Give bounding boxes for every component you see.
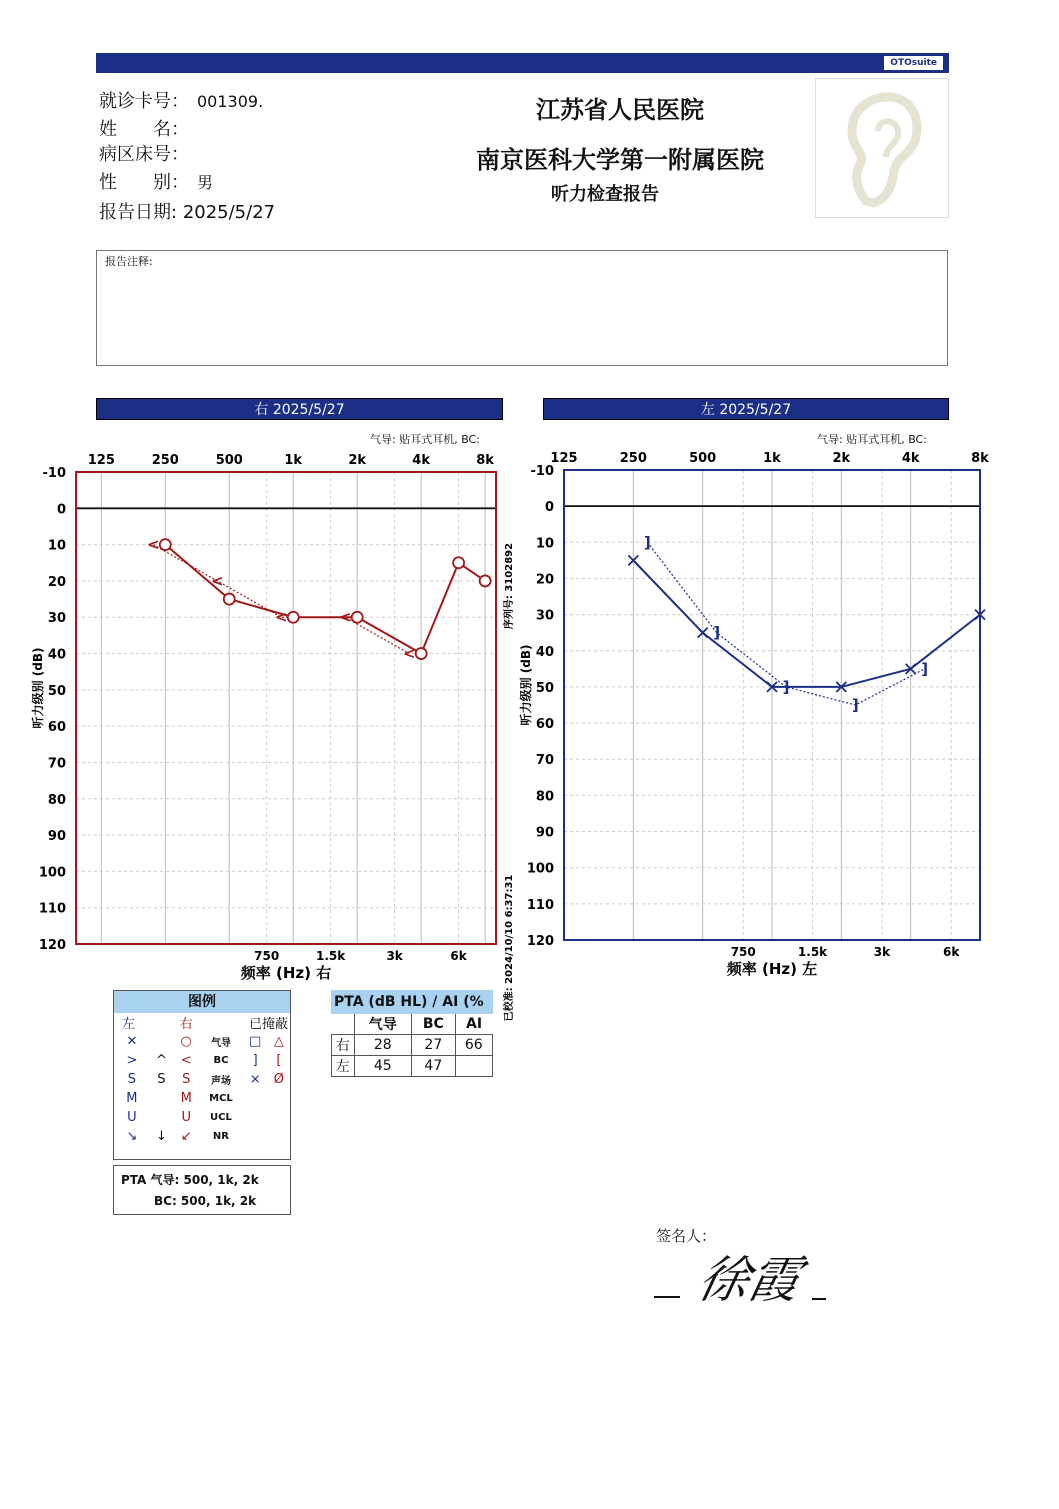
x-bottom-tick-label: 3k <box>386 949 403 963</box>
x-bottom-tick-label: 1.5k <box>797 945 828 959</box>
x-top-tick-label: 2k <box>348 453 367 468</box>
left-audiogram <box>519 448 990 988</box>
legend-mid-symbol: ↓ <box>155 1129 167 1144</box>
x-top-tick-label: 1k <box>763 451 781 466</box>
y-tick-label: 0 <box>544 500 554 516</box>
x-bottom-tick-label: 6k <box>450 949 467 963</box>
x-top-tick-label: 250 <box>151 453 179 468</box>
y-tick-label: 20 <box>47 574 66 590</box>
report-notes <box>96 250 948 366</box>
legend-label: BC <box>213 1055 229 1066</box>
bc-marker: < <box>210 571 224 590</box>
x-bottom-tick-label: 750 <box>254 949 280 963</box>
x-axis-label: 频率 (Hz) 左 <box>726 960 818 978</box>
legend-left-symbol: ✕ <box>126 1034 138 1049</box>
signature-label: 签名人： <box>656 1227 717 1245</box>
ear-icon <box>816 79 948 217</box>
legend-left-symbol: U <box>127 1110 137 1125</box>
pta-right-ai: 66 <box>455 1035 492 1056</box>
y-tick-label: 60 <box>535 717 554 733</box>
legend-mid-symbol <box>150 1108 173 1127</box>
signature-line-right <box>812 1298 826 1300</box>
legend-right-symbol: U <box>181 1110 191 1125</box>
pta-def-line2: BC: 500, 1k, 2k <box>154 1194 257 1208</box>
pta-left-ac: 45 <box>354 1056 412 1077</box>
legend-masked-left: □ <box>249 1034 262 1049</box>
y-tick-label: 110 <box>526 897 554 913</box>
ac-marker <box>288 612 299 623</box>
legend-col-masked: 已掩蔽 <box>248 1017 288 1032</box>
y-tick-label: 50 <box>535 680 554 696</box>
ac-marker <box>352 612 363 623</box>
legend-label: 声场 <box>210 1076 231 1087</box>
y-axis-label: 听力级别 (dB) <box>519 644 533 726</box>
legend-box <box>113 990 291 1160</box>
left-ear-title: 左 2025/5/27 <box>543 398 949 420</box>
pta-right-label: 右 <box>332 1035 355 1056</box>
legend-masked-left <box>242 1108 267 1127</box>
legend-label: 气导 <box>210 1038 231 1049</box>
pta-def-line1: PTA 气导: 500, 1k, 2k <box>121 1173 259 1187</box>
ac-marker <box>416 648 427 659</box>
bc-marker: ] <box>713 623 721 642</box>
y-tick-label: 30 <box>535 608 554 624</box>
legend-masked-right <box>268 1127 290 1146</box>
y-tick-label: 70 <box>535 753 554 769</box>
x-top-tick-label: 250 <box>619 451 647 466</box>
bc-marker: < <box>147 535 160 554</box>
y-tick-label: 110 <box>38 901 66 917</box>
y-tick-label: 90 <box>535 825 554 841</box>
x-top-tick-label: 8k <box>971 451 989 466</box>
pta-definition <box>113 1165 291 1215</box>
y-tick-label: -10 <box>530 464 554 479</box>
brand-logo: OTOsuite <box>884 56 943 70</box>
card-no: 001309. <box>197 92 264 111</box>
y-tick-label: 20 <box>535 572 554 588</box>
x-bottom-tick-label: 1.5k <box>316 949 346 963</box>
y-tick-label: 10 <box>535 536 554 552</box>
x-top-tick-label: 1k <box>284 453 303 468</box>
legend-label: UCL <box>210 1112 232 1123</box>
legend-right-symbol: M <box>180 1091 192 1106</box>
legend-left-symbol: S <box>127 1072 137 1087</box>
x-top-tick-label: 2k <box>832 451 851 466</box>
pta-right-bc: 27 <box>412 1035 456 1056</box>
pta-table <box>331 990 493 1077</box>
left-headphone: 气导: 贴耳式耳机, BC: <box>817 433 927 446</box>
bc-marker: ] <box>782 677 790 696</box>
pta-title: PTA (dB HL) / AI (% <box>331 990 493 1014</box>
legend-masked-right: Ø <box>273 1072 285 1087</box>
legend-left-symbol: ↘ <box>126 1129 138 1144</box>
ac-marker <box>453 557 464 568</box>
y-tick-label: 40 <box>47 647 66 663</box>
legend-masked-right <box>268 1089 290 1108</box>
y-tick-label: 70 <box>47 756 66 772</box>
report-date: 2025/5/27 <box>182 202 276 223</box>
right-headphone: 气导: 贴耳式耳机, BC: <box>370 433 480 446</box>
notes-label: 报告注释: <box>105 255 153 268</box>
pta-left-ai <box>455 1056 492 1077</box>
y-tick-label: 10 <box>47 538 66 554</box>
pta-col-bc: BC <box>412 1014 456 1035</box>
signature-line-left <box>654 1296 680 1298</box>
legend-title: 图例 <box>114 991 290 1013</box>
x-top-tick-label: 4k <box>901 451 920 466</box>
legend-masked-right <box>268 1108 290 1127</box>
x-bottom-tick-label: 3k <box>873 945 891 959</box>
pta-left-bc: 47 <box>412 1056 456 1077</box>
y-axis-label: 听力级别 (dB) <box>31 647 45 729</box>
legend-left-symbol: > <box>126 1053 138 1068</box>
ac-marker <box>480 575 491 586</box>
legend-right-symbol: ○ <box>180 1034 192 1049</box>
ac-line <box>165 545 485 654</box>
signature-handwriting: 徐霞 <box>692 1251 806 1309</box>
y-tick-label: 120 <box>38 938 66 953</box>
legend-left-symbol: M <box>126 1091 138 1106</box>
bc-marker: < <box>338 608 352 627</box>
name-label: 姓 名： <box>99 119 189 140</box>
patient-info <box>99 88 275 227</box>
bc-marker: < <box>274 608 288 627</box>
x-top-tick-label: 125 <box>87 453 115 468</box>
legend-mid-symbol <box>150 1089 173 1108</box>
x-top-tick-label: 125 <box>550 451 578 466</box>
card-no-label: 就诊卡号： <box>99 91 189 112</box>
legend-masked-left <box>242 1089 267 1108</box>
x-top-tick-label: 500 <box>215 453 243 468</box>
y-tick-label: 30 <box>47 611 66 627</box>
y-tick-label: 50 <box>47 683 66 699</box>
hospital-name-1: 江苏省人民医院 <box>536 96 704 124</box>
pta-col-ac: 气导 <box>354 1014 412 1035</box>
x-top-tick-label: 8k <box>476 453 494 468</box>
legend-right-symbol: ↙ <box>180 1129 192 1144</box>
ear-image <box>815 78 949 218</box>
legend-label: NR <box>212 1131 229 1142</box>
sex-label: 性 别： <box>99 172 189 193</box>
plot-frame <box>76 472 496 944</box>
calibration-date: 已校准: 2024/10/10 6:37:31 <box>504 874 515 1022</box>
x-axis-label: 频率 (Hz) 右 <box>240 964 332 982</box>
legend-masked-left <box>242 1127 267 1146</box>
y-tick-label: 100 <box>526 861 554 877</box>
legend-col-right: 右 <box>179 1017 193 1032</box>
ac-marker <box>160 539 171 550</box>
x-bottom-tick-label: 750 <box>730 945 756 959</box>
x-bottom-tick-label: 6k <box>943 945 960 959</box>
report-title: 听力检查报告 <box>551 184 659 205</box>
patient-sex: 男 <box>197 173 214 192</box>
legend-label: MCL <box>209 1093 233 1104</box>
serial-number: 序列号: 3102892 <box>504 542 515 630</box>
right-ear-title: 右 2025/5/27 <box>96 398 503 420</box>
x-top-tick-label: 500 <box>689 451 717 466</box>
y-tick-label: -10 <box>42 466 66 481</box>
legend-mid-symbol <box>150 1032 173 1051</box>
date-label: 报告日期: <box>99 202 178 223</box>
legend-mid-symbol: S <box>157 1072 166 1087</box>
hospital-name-2: 南京医科大学第一附属医院 <box>476 146 764 174</box>
legend-masked-right: [ <box>276 1053 282 1068</box>
legend-mid-symbol: ^ <box>155 1053 167 1068</box>
x-top-tick-label: 4k <box>412 453 431 468</box>
pta-right-ac: 28 <box>354 1035 412 1056</box>
y-tick-label: 80 <box>535 789 554 805</box>
bc-marker: < <box>402 644 416 663</box>
legend-masked-right: △ <box>273 1034 284 1049</box>
ac-marker <box>224 594 235 605</box>
legend-right-symbol: S <box>182 1072 191 1087</box>
y-tick-label: 0 <box>56 502 66 518</box>
y-tick-label: 40 <box>535 644 554 660</box>
bc-marker: ] <box>643 533 651 552</box>
pta-left-label: 左 <box>332 1056 355 1077</box>
legend-col-left: 左 <box>122 1017 136 1032</box>
y-tick-label: 90 <box>47 829 66 845</box>
top-bar <box>96 53 949 73</box>
pta-col-ai: AI <box>455 1014 492 1035</box>
legend-masked-left: ] <box>252 1053 258 1068</box>
y-tick-label: 60 <box>47 720 66 736</box>
y-tick-label: 120 <box>526 934 554 949</box>
ward-label: 病区床号： <box>99 144 189 165</box>
y-tick-label: 80 <box>47 792 66 808</box>
bc-marker: ] <box>851 696 859 714</box>
y-tick-label: 100 <box>38 865 66 881</box>
bc-line <box>153 545 409 654</box>
legend-masked-left: ⨯ <box>249 1072 261 1087</box>
bc-marker: ] <box>921 659 929 678</box>
legend-right-symbol: < <box>180 1053 192 1068</box>
